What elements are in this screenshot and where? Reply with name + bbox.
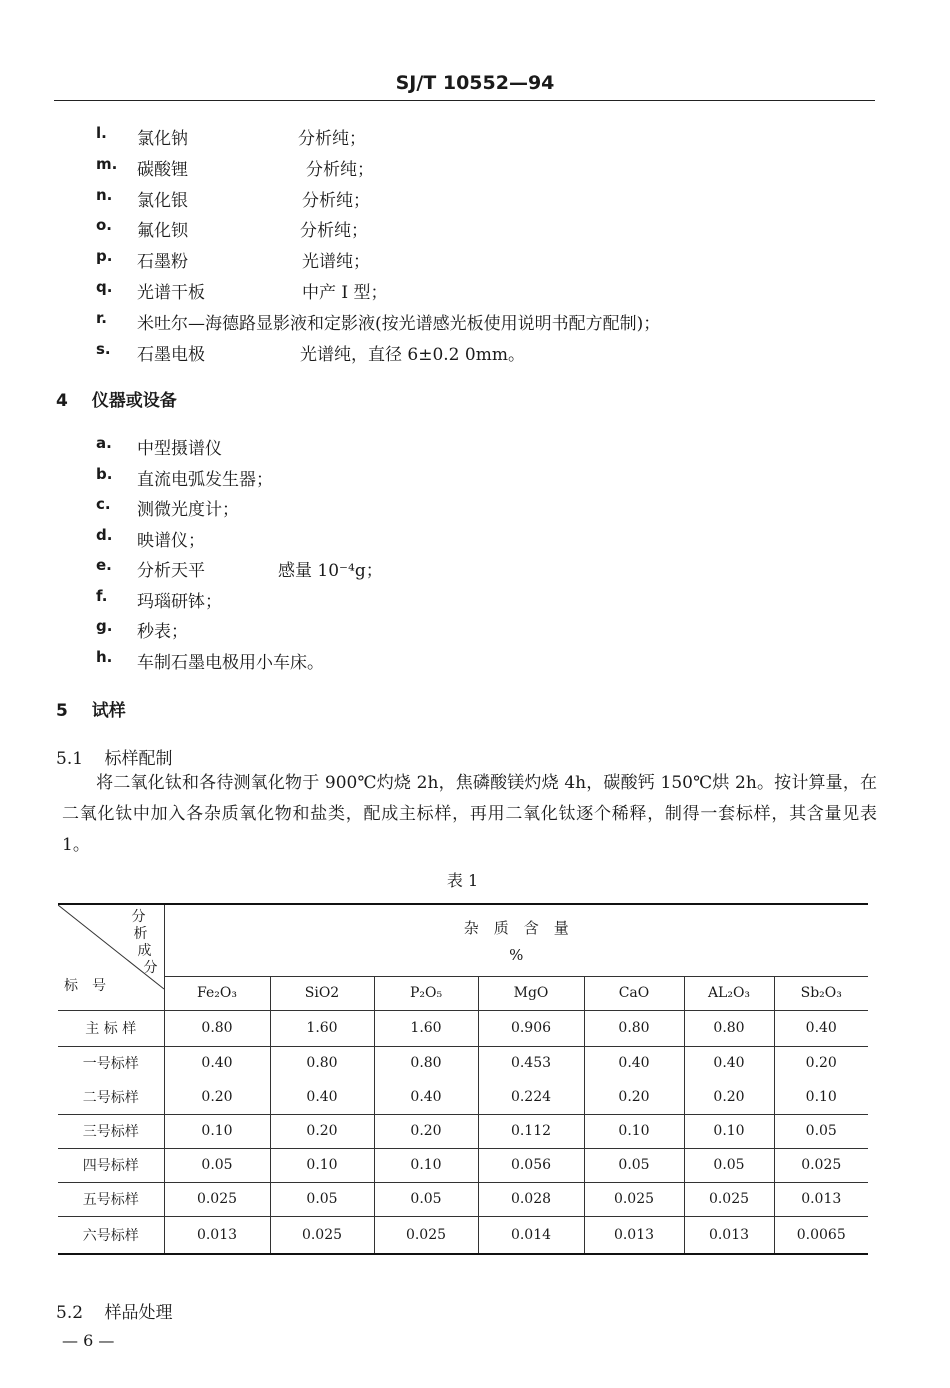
table-cell: 0.013 bbox=[584, 1216, 684, 1254]
list-item bbox=[96, 308, 876, 334]
column-header: CaO bbox=[584, 976, 684, 1010]
table-row bbox=[58, 1114, 868, 1148]
item-spec: 分析纯； bbox=[302, 190, 370, 211]
item-spec: 分析纯； bbox=[298, 129, 366, 149]
table-cell: 0.10 bbox=[270, 1148, 374, 1182]
table-cell: 0.40 bbox=[374, 1080, 478, 1114]
table-cell: 0.025 bbox=[584, 1182, 684, 1216]
row-label: 主 标 样 bbox=[58, 1010, 164, 1046]
group-header-cell: 杂 质 含 量 % bbox=[164, 904, 868, 976]
item-name: 米吐尔—海德路显影液和定影液(按光谱感光板使用说明书配方配制)； bbox=[137, 313, 661, 334]
list-item bbox=[96, 185, 876, 211]
item-name: 石墨粉 bbox=[137, 252, 188, 273]
item-letter: q. bbox=[96, 278, 113, 296]
item-letter: p. bbox=[96, 247, 113, 266]
table-cell: 1.60 bbox=[270, 1010, 374, 1046]
preparation-paragraph: 将二氧化钛和各待测氧化物于 900℃灼烧 2h，焦磷酸镁灼烧 4h，碳酸钙 150℃烘 2h。按计算量，在二氧化钛中加入各杂质氧化物和盐类，配成主标样，再用二氧化钛逐个稀释，制得一套标样，其含量见表 1。 bbox=[62, 773, 877, 855]
item-letter: e. bbox=[96, 556, 112, 574]
section-number: 4 bbox=[56, 391, 68, 411]
section-5-heading bbox=[56, 696, 126, 721]
table-cell: 0.05 bbox=[374, 1182, 478, 1216]
table-cell: 0.453 bbox=[478, 1046, 584, 1080]
item-letter: a. bbox=[96, 434, 112, 452]
section-title: 仪器或设备 bbox=[91, 391, 177, 411]
table-cell: 0.013 bbox=[684, 1216, 774, 1254]
item-letter: c. bbox=[96, 495, 111, 513]
table-cell: 0.20 bbox=[164, 1080, 270, 1114]
table-row bbox=[58, 1182, 868, 1216]
item-letter: o. bbox=[96, 216, 113, 235]
item-letter: l. bbox=[96, 124, 107, 142]
item-letter: f. bbox=[96, 586, 108, 605]
table-cell: 0.224 bbox=[478, 1080, 584, 1114]
column-header: Sb₂O₃ bbox=[774, 976, 868, 1010]
table-cell: 0.10 bbox=[774, 1080, 868, 1114]
column-header: Fe₂O₃ bbox=[164, 976, 270, 1010]
table-cell: 0.025 bbox=[374, 1216, 478, 1254]
item-name: 分析天平 bbox=[137, 561, 205, 581]
corner-header-cell bbox=[58, 904, 164, 1010]
list-item bbox=[96, 124, 876, 149]
row-label: 四号标样 bbox=[58, 1148, 164, 1182]
item-name: 氯化银 bbox=[137, 190, 188, 211]
header-rule bbox=[54, 100, 875, 101]
table-row bbox=[58, 1046, 868, 1080]
list-item bbox=[96, 434, 876, 459]
item-spec: 感量 10⁻⁴g； bbox=[278, 561, 383, 581]
table-cell: 1.60 bbox=[374, 1010, 478, 1046]
list-item bbox=[96, 495, 876, 520]
item-name: 玛瑙研钵； bbox=[137, 591, 222, 612]
table-cell: 0.025 bbox=[270, 1216, 374, 1254]
table-row bbox=[58, 1010, 868, 1046]
table-body bbox=[58, 1010, 868, 1254]
table-cell: 0.025 bbox=[774, 1148, 868, 1182]
list-item bbox=[96, 464, 876, 490]
list-item bbox=[96, 216, 876, 242]
table-cell: 0.013 bbox=[774, 1182, 868, 1216]
table-caption: 表 1 bbox=[446, 871, 479, 890]
table-cell: 0.80 bbox=[684, 1010, 774, 1046]
section-title: 样品处理 bbox=[104, 1303, 173, 1323]
list-item bbox=[96, 617, 876, 642]
table-cell: 0.112 bbox=[478, 1114, 584, 1148]
page-number: — 6 — bbox=[62, 1331, 115, 1350]
item-name: 秒表； bbox=[137, 622, 188, 642]
table-cell: 0.025 bbox=[164, 1182, 270, 1216]
item-spec: 光谱纯； bbox=[302, 252, 370, 273]
item-spec: 中产 I 型； bbox=[302, 283, 388, 303]
table-cell: 0.906 bbox=[478, 1010, 584, 1046]
table-cell: 0.05 bbox=[270, 1182, 374, 1216]
corner-column-label: 分 析 成 分 bbox=[131, 909, 158, 976]
table-cell: 0.20 bbox=[584, 1080, 684, 1114]
list-item bbox=[96, 556, 876, 581]
column-header: AL₂O₃ bbox=[684, 976, 774, 1010]
row-label: 六号标样 bbox=[58, 1216, 164, 1254]
item-name: 直流电弧发生器； bbox=[137, 469, 273, 490]
item-name: 车制石墨电极用小车床。 bbox=[137, 652, 324, 673]
standard-code: SJ/T 10552—94 bbox=[395, 72, 555, 94]
list-item bbox=[96, 154, 876, 180]
item-name: 石墨电极 bbox=[137, 344, 205, 365]
item-letter: n. bbox=[96, 185, 113, 204]
section-number: 5.1 bbox=[56, 749, 84, 769]
table-cell: 0.05 bbox=[584, 1148, 684, 1182]
row-label: 三号标样 bbox=[58, 1114, 164, 1148]
item-name: 氯化钠 bbox=[137, 129, 188, 149]
table-cell: 0.10 bbox=[374, 1148, 478, 1182]
table-cell: 0.056 bbox=[478, 1148, 584, 1182]
item-letter: g. bbox=[96, 617, 113, 635]
item-letter: h. bbox=[96, 647, 113, 666]
list-item bbox=[96, 525, 876, 551]
table-cell: 0.40 bbox=[270, 1080, 374, 1114]
section-title: 标样配制 bbox=[104, 749, 173, 769]
item-letter: d. bbox=[96, 525, 113, 544]
table-row bbox=[58, 1080, 868, 1114]
section-5-2-heading bbox=[56, 1298, 172, 1323]
list-item bbox=[96, 339, 876, 365]
table-cell: 0.05 bbox=[774, 1114, 868, 1148]
item-letter: s. bbox=[96, 339, 111, 358]
standard-content-table bbox=[58, 903, 868, 1255]
row-label: 二号标样 bbox=[82, 1089, 139, 1106]
table-cell: 0.80 bbox=[584, 1010, 684, 1046]
item-name: 测微光度计； bbox=[137, 500, 239, 520]
row-label: 一号标样 bbox=[58, 1046, 164, 1080]
item-letter: m. bbox=[96, 154, 118, 173]
row-label: 五号标样 bbox=[58, 1182, 164, 1216]
list-item bbox=[96, 586, 876, 612]
corner-row-label: 标 号 bbox=[64, 978, 106, 994]
table-cell: 0.80 bbox=[270, 1046, 374, 1080]
table-cell: 0.80 bbox=[164, 1010, 270, 1046]
table-cell: 0.028 bbox=[478, 1182, 584, 1216]
table-cell: 0.025 bbox=[684, 1182, 774, 1216]
item-letter: r. bbox=[96, 308, 107, 327]
table-cell: 0.0065 bbox=[774, 1216, 868, 1254]
table-row bbox=[58, 1216, 868, 1254]
table-cell: 0.05 bbox=[684, 1148, 774, 1182]
section-number: 5.2 bbox=[56, 1303, 84, 1323]
table-cell: 0.20 bbox=[374, 1114, 478, 1148]
item-name: 碳酸锂 bbox=[137, 159, 188, 180]
table-cell: 0.014 bbox=[478, 1216, 584, 1254]
section-5-1-heading bbox=[56, 744, 172, 769]
column-header: SiO2 bbox=[270, 976, 374, 1010]
table-cell: 0.20 bbox=[774, 1046, 868, 1080]
section-4-heading bbox=[56, 386, 177, 411]
column-header: MgO bbox=[478, 976, 584, 1010]
item-spec: 分析纯； bbox=[306, 159, 374, 180]
table-cell: 0.10 bbox=[164, 1114, 270, 1148]
item-name: 中型摄谱仪 bbox=[137, 439, 222, 459]
table-row bbox=[58, 1148, 868, 1182]
item-spec: 光谱纯，直径 6±0.2 0mm。 bbox=[300, 344, 525, 365]
section-title: 试样 bbox=[91, 701, 126, 721]
table-cell: 0.40 bbox=[684, 1046, 774, 1080]
table-cell: 0.80 bbox=[374, 1046, 478, 1080]
list-item bbox=[96, 647, 876, 673]
table-cell: 0.40 bbox=[774, 1010, 868, 1046]
table-cell: 0.40 bbox=[584, 1046, 684, 1080]
item-spec: 分析纯； bbox=[300, 221, 368, 242]
table-cell: 0.05 bbox=[164, 1148, 270, 1182]
table-cell: 0.20 bbox=[684, 1080, 774, 1114]
table-cell: 0.40 bbox=[164, 1046, 270, 1080]
table-cell: 0.20 bbox=[270, 1114, 374, 1148]
item-letter: b. bbox=[96, 464, 113, 483]
item-name: 映谱仪； bbox=[137, 530, 205, 551]
column-header: P₂O₅ bbox=[374, 976, 478, 1010]
column-header-row bbox=[58, 976, 868, 1010]
table-cell: 0.10 bbox=[684, 1114, 774, 1148]
item-name: 光谱干板 bbox=[137, 283, 205, 303]
list-item bbox=[96, 278, 876, 303]
section-number: 5 bbox=[56, 701, 68, 721]
table-cell: 0.013 bbox=[164, 1216, 270, 1254]
list-item bbox=[96, 247, 876, 273]
item-name: 氟化钡 bbox=[137, 221, 188, 242]
table-cell: 0.10 bbox=[584, 1114, 684, 1148]
